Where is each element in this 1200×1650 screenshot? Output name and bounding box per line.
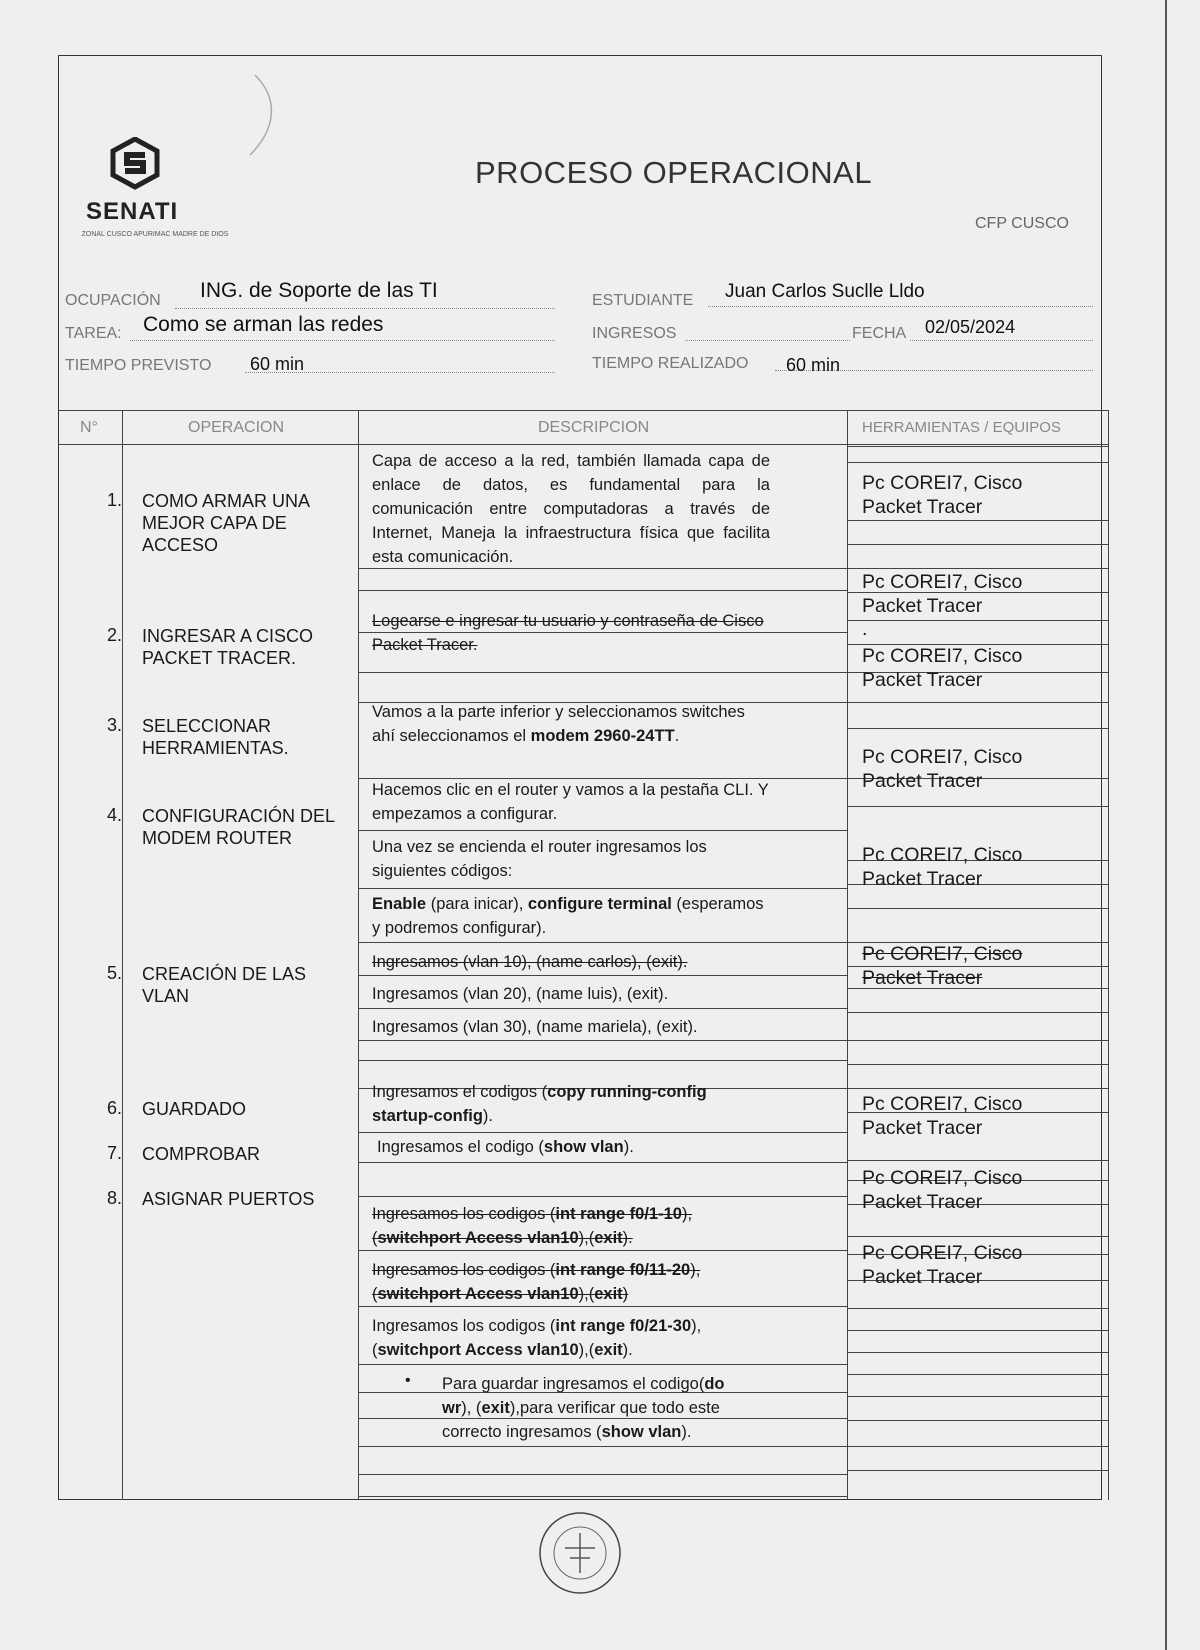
- tool-row-line: [847, 1396, 1108, 1397]
- senati-seal-icon: [535, 1508, 625, 1598]
- tool-cell: Pc COREI7, Cisco Packet Tracer: [862, 1093, 1023, 1139]
- description-row-line: [358, 1060, 847, 1061]
- description-row-line: [358, 672, 847, 673]
- tool-cell: .: [862, 618, 868, 640]
- ocupacion-label: OCUPACIÓN: [65, 292, 161, 309]
- row-number: 1.: [106, 490, 122, 510]
- tool-row-line: [847, 702, 1108, 703]
- header-herramientas: HERRAMIENTAS / EQUIPOS: [862, 419, 1061, 436]
- description-row-line: [358, 1162, 847, 1163]
- description-cell: Para guardar ingresamos el codigo(do wr), (exit),para verificar que todo este correcto ingresamos (show vlan).: [442, 1375, 725, 1441]
- description-row-line: [358, 1250, 847, 1251]
- fecha-line: [910, 340, 1093, 341]
- row-number: 7.: [106, 1143, 122, 1163]
- page-title: PROCESO OPERACIONAL: [475, 155, 873, 190]
- header-operacion: OPERACION: [188, 419, 285, 436]
- operation-cell: GUARDADO: [142, 1099, 247, 1119]
- description-cell: Ingresamos los codigos (int range f0/11-20), (switchport Access vlan10),(exit): [372, 1261, 701, 1303]
- operation-cell: COMPROBAR: [142, 1144, 261, 1164]
- cfp-label: CFP CUSCO: [975, 215, 1069, 232]
- tool-row-line: [847, 1088, 1108, 1089]
- tool-row-line: [847, 806, 1108, 807]
- description-row-line: [358, 1132, 847, 1133]
- estudiante-value: Juan Carlos Suclle Lldo: [725, 281, 925, 302]
- table-top-border: [58, 410, 1108, 411]
- tool-row-line: [847, 568, 1108, 569]
- tool-row-line: [847, 462, 1108, 463]
- col-divider-1: [122, 410, 123, 1500]
- description-row-line: [358, 590, 847, 591]
- estudiante-label: ESTUDIANTE: [592, 292, 694, 309]
- operation-cell: SELECCIONAR HERRAMIENTAS.: [142, 716, 289, 758]
- tool-cell: Pc COREI7, Cisco Packet Tracer: [862, 571, 1023, 617]
- tiempo-previsto-label: TIEMPO PREVISTO: [65, 357, 212, 374]
- description-row-line: [358, 1496, 847, 1497]
- tool-row-line: [847, 1374, 1108, 1375]
- col-divider-3: [847, 410, 848, 1500]
- description-row-line: [358, 1196, 847, 1197]
- tool-row-line: [847, 1064, 1108, 1065]
- tool-row-line: [847, 728, 1108, 729]
- ocupacion-value: ING. de Soporte de las TI: [200, 279, 438, 302]
- tiempo-realizado-value: 60 min: [786, 355, 841, 375]
- tool-row-line: [847, 544, 1108, 545]
- description-cell: Ingresamos el codigos (copy running-config startup-config).: [372, 1083, 707, 1125]
- description-cell: Ingresamos (vlan 20), (name luis), (exit).: [372, 985, 669, 1003]
- senati-logo-icon: [105, 137, 165, 197]
- table-header-border: [58, 444, 1108, 445]
- tarea-label: TAREA:: [65, 325, 122, 342]
- tool-row-line: [847, 1012, 1108, 1013]
- fecha-label: FECHA: [852, 325, 907, 342]
- row-number: 6.: [106, 1098, 122, 1118]
- col-divider-2: [358, 410, 359, 1500]
- description-cell: Capa de acceso a la red, también llamada capa de enlace de datos, es fundamental para la comunicación entre computadoras a través de Internet, Maneja la infraestructura física que facilita esta comunicación.: [372, 452, 770, 566]
- header-num: N°: [80, 419, 98, 436]
- description-cell: Una vez se encienda el router ingresamos los siguientes códigos:: [372, 838, 707, 880]
- ocupacion-line: [175, 308, 555, 309]
- description-cell: Ingresamos el codigo (show vlan).: [377, 1138, 634, 1156]
- tool-cell: Pc COREI7, Cisco Packet Tracer: [862, 1167, 1023, 1213]
- tool-row-line: [847, 1040, 1108, 1041]
- description-row-line: [358, 1364, 847, 1365]
- fecha-value: 02/05/2024: [925, 317, 1016, 337]
- tool-cell: Pc COREI7, Cisco Packet Tracer: [862, 645, 1023, 691]
- description-cell: Vamos a la parte inferior y seleccionamos switches ahí seleccionamos el modem 2960-24TT.: [372, 703, 745, 745]
- row-number: 2.: [106, 625, 122, 645]
- tool-row-line: [847, 520, 1108, 521]
- tool-row-line: [847, 1236, 1108, 1237]
- operation-cell: CREACIÓN DE LAS VLAN: [142, 964, 307, 1006]
- description-row-line: [358, 1040, 847, 1041]
- row-number: 4.: [106, 805, 122, 825]
- row-number: 5.: [106, 963, 122, 983]
- tool-row-line: [847, 1446, 1108, 1447]
- operation-cell: COMO ARMAR UNA MEJOR CAPA DE ACCESO: [142, 491, 310, 555]
- tool-row-line: [847, 1420, 1108, 1421]
- tiempo-realizado-label: TIEMPO REALIZADO: [592, 355, 749, 372]
- ingresos-label: INGRESOS: [592, 325, 677, 342]
- tool-row-line: [847, 1352, 1108, 1353]
- tool-row-line: [847, 1308, 1108, 1309]
- description-cell: Logearse e ingresar tu usuario y contraseña de Cisco Packet Tracer.: [372, 612, 764, 654]
- tiempo-previsto-value: 60 min: [250, 354, 305, 374]
- col-divider-4: [1108, 410, 1109, 1500]
- tool-row-line: [847, 446, 1108, 447]
- tarea-line: [130, 340, 555, 341]
- ingresos-line: [685, 340, 850, 341]
- estudiante-line: [708, 306, 1093, 307]
- logo-subtitle: ZONAL CUSCO APURIMAC MADRE DE DIOS: [81, 231, 229, 238]
- tarea-value: Como se arman las redes: [143, 313, 384, 336]
- operation-cell: INGRESAR A CISCO PACKET TRACER.: [142, 626, 314, 668]
- description-cell: Hacemos clic en el router y vamos a la pestaña CLI. Y empezamos a configurar.: [372, 781, 769, 823]
- description-cell: Ingresamos (vlan 30), (name mariela), (exit).: [372, 1018, 698, 1036]
- tool-cell: Pc COREI7, Cisco Packet Tracer: [862, 746, 1023, 792]
- pen-mark: [245, 70, 285, 160]
- description-cell: Ingresamos los codigos (int range f0/21-30), (switchport Access vlan10),(exit).: [372, 1317, 702, 1359]
- logo-name: SENATI: [86, 198, 179, 225]
- description-row-line: [358, 1446, 847, 1447]
- description-cell: Ingresamos los codigos (int range f0/1-10), (switchport Access vlan10),(exit).: [372, 1205, 693, 1247]
- tool-row-line: [847, 1330, 1108, 1331]
- header-descripcion: DESCRIPCION: [538, 419, 650, 436]
- tool-cell: Pc COREI7, Cisco Packet Tracer: [862, 943, 1023, 989]
- description-row-line: [358, 1008, 847, 1009]
- tool-row-line: [847, 1470, 1108, 1471]
- tool-cell: Pc COREI7, Cisco Packet Tracer: [862, 1242, 1023, 1288]
- page-edge: [1165, 0, 1167, 1650]
- operation-cell: CONFIGURACIÓN DEL MODEM ROUTER: [142, 806, 335, 848]
- operation-cell: ASIGNAR PUERTOS: [142, 1189, 315, 1209]
- description-row-line: [358, 1306, 847, 1307]
- description-row-line: [358, 888, 847, 889]
- description-row-line: [358, 1474, 847, 1475]
- tool-cell: Pc COREI7, Cisco Packet Tracer: [862, 472, 1023, 518]
- description-cell: Ingresamos (vlan 10), (name carlos), (exit).: [372, 953, 688, 971]
- row-number: 8.: [106, 1188, 122, 1208]
- bullet-icon: •: [405, 1372, 411, 1389]
- description-row-line: [358, 942, 847, 943]
- description-row-line: [358, 975, 847, 976]
- description-cell: Enable (para inicar), configure terminal (esperamos y podremos configurar).: [372, 895, 764, 937]
- tool-cell: Pc COREI7, Cisco Packet Tracer: [862, 844, 1023, 890]
- tool-row-line: [847, 908, 1108, 909]
- tool-row-line: [847, 1160, 1108, 1161]
- description-row-line: [358, 830, 847, 831]
- row-number: 3.: [106, 715, 122, 735]
